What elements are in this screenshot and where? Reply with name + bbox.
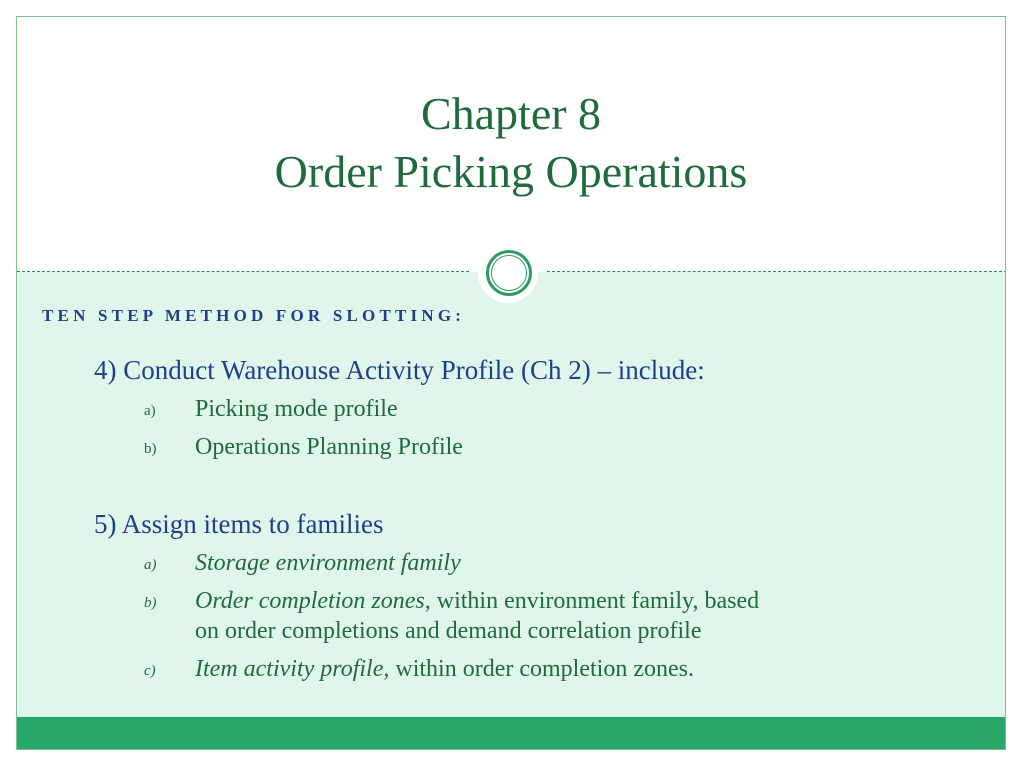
list-item-text: on order completions and demand correlation profile [195,618,702,644]
list-marker: c) [144,663,156,679]
slide-title-line1: Chapter 8 [420,88,602,139]
list-marker: a) [144,557,157,573]
item-rest-text: within environment family, based [430,588,760,614]
list-item-text [195,654,694,684]
item-rest-text: within order completion zones. [389,656,694,682]
divider-line-right [547,271,1006,272]
italic-term: Order completion zones, [195,588,431,614]
ornament-ring-inner [491,255,527,291]
list-item-text [195,548,461,578]
italic-term: Item activity profile, [195,656,390,682]
slide-title-line2: Order Picking Operations [274,146,748,197]
list-marker: b) [144,441,157,457]
list-item-text [195,586,759,616]
divider-line-left [17,271,469,272]
section-heading: TEN STEP METHOD FOR SLOTTING: [42,306,466,325]
step-4-label: 4) Conduct Warehouse Activity Profile (Ch 2) – include: [94,355,705,385]
list-marker: b) [144,595,157,611]
list-item-text: Picking mode profile [195,396,398,422]
list-item-text: Operations Planning Profile [195,434,463,460]
italic-term: Storage environment family [195,550,461,576]
list-marker: a) [144,403,156,419]
step-5-label: 5) Assign items to families [94,509,384,539]
bottom-bar [17,717,1005,750]
title-area [17,17,1005,272]
content-area [17,272,1005,717]
